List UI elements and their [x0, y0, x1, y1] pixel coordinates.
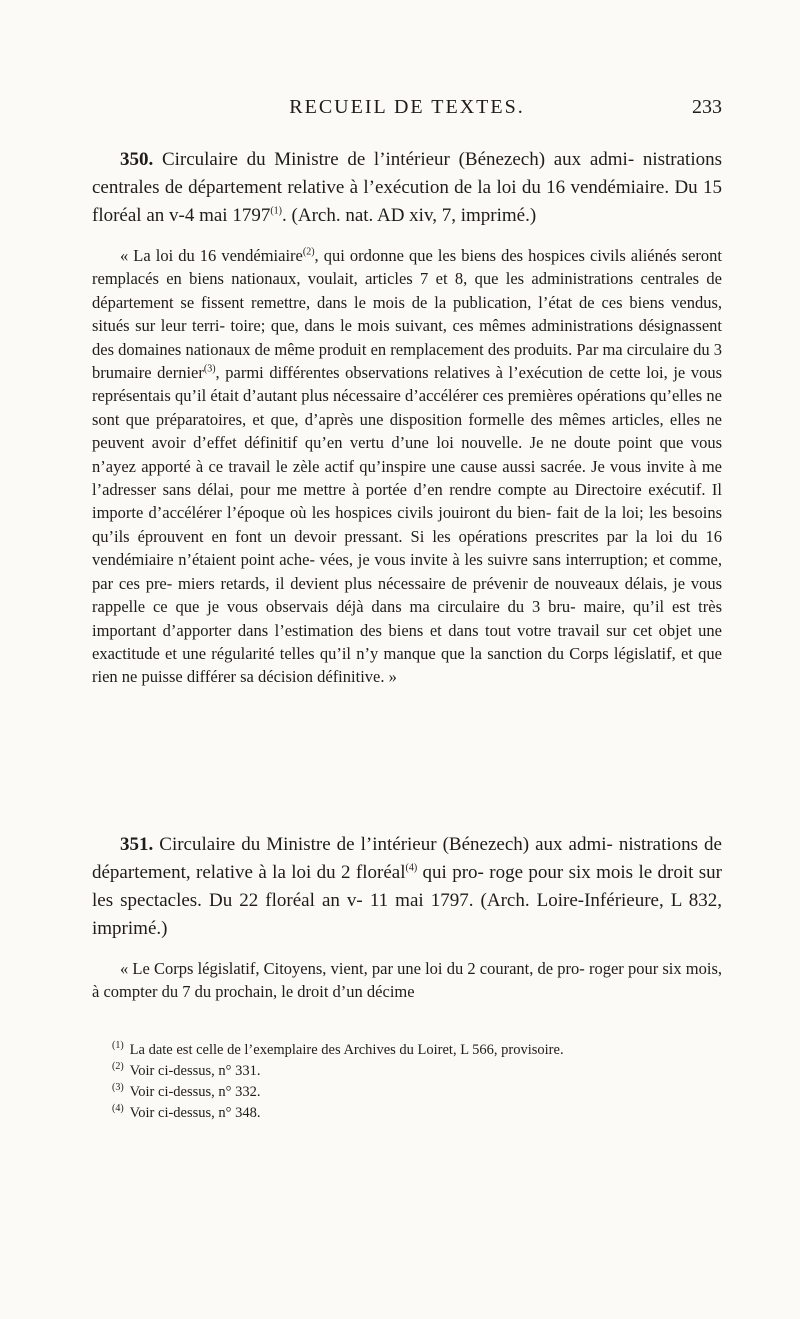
- entry-heading-text: Circulaire du Ministre de l’intérieur (Bénezech) aux admi- nistrations centrales de département relative à l’exécution de la loi du 16 vendémiaire. Du 15 floréal an v-4 mai 1797: [92, 149, 723, 226]
- footnote-mark: (4): [112, 1103, 124, 1115]
- entry-350: [92, 146, 722, 689]
- footnote-text: Voir ci-dessus, n° 348.: [129, 1105, 261, 1121]
- body-text: « La loi du 16 vendémiaire: [120, 246, 303, 265]
- entry-351: [92, 831, 722, 1004]
- footnote-text: Voir ci-dessus, n° 331.: [129, 1063, 261, 1079]
- footnote: [112, 1040, 722, 1061]
- footnote-text: Voir ci-dessus, n° 332.: [129, 1084, 261, 1100]
- footnotes: [112, 1040, 722, 1124]
- page-number: 233: [692, 96, 722, 118]
- footnote-mark: (3): [112, 1082, 124, 1094]
- footnote-ref: (1): [270, 205, 283, 217]
- entry-heading-text: Circulaire du Ministre de l’intérieur (Bénezech) aux admi- nistrations de département, relative à la loi du 2 floréal: [92, 834, 722, 883]
- entry-body: [92, 957, 722, 1004]
- footnote-mark: (2): [112, 1061, 124, 1073]
- body-text: , qui ordonne que les biens des hospices civils aliénés seront remplacés en biens nationaux, voulait, articles 7 et 8, que les administrations centrales de département se fissent remettre, dans le mois de la publication, l’état de ces biens vendus, situés sur leur terri- toire; que, dans le mois suivant, ces mêmes administrations désignassent des domaines nationaux de même produit en remplacement des produits. Par ma circulaire du 3 brumaire dernier: [92, 246, 723, 383]
- footnote-text: La date est celle de l’exemplaire des Archives du Loiret, L 566, provisoire.: [129, 1042, 564, 1058]
- body-text: « Le Corps législatif, Citoyens, vient, par une loi du 2 courant, de pro- roger pour six mois, à compter du 7 du prochain, le droit d’un décime: [92, 959, 722, 1002]
- footnote-mark: (1): [112, 1040, 124, 1052]
- footnote-ref: (3): [203, 363, 216, 375]
- entry-heading: [92, 146, 722, 230]
- running-title: RECUEIL DE TEXTES.: [289, 96, 525, 118]
- footnote: [112, 1061, 722, 1082]
- entry-number: 351.: [120, 834, 154, 855]
- page-header: [92, 96, 722, 136]
- entry-number: 350.: [120, 149, 154, 170]
- footnote: [112, 1082, 722, 1103]
- footnote: [112, 1103, 722, 1124]
- entry-body: [92, 244, 722, 689]
- footnote-ref: (4): [405, 862, 418, 874]
- entry-heading-source: qui pro- roge pour six mois le droit sur les spectacles. Du 22 floréal an v- 11 mai 1797. (Arch. Loire-Inférieure, L 832, imprimé.): [92, 862, 723, 939]
- entry-heading-source: . (Arch. nat. AD xiv, 7, imprimé.): [282, 205, 537, 226]
- footnote-ref: (2): [302, 246, 315, 258]
- body-text: , parmi différentes observations relatives à l’exécution de cette loi, je vous représentais qu’il était d’autant plus nécessaire d’accélérer ces premières opérations qu’elles ne sont que préparatoires, et que, d’après une disposition formelle des mêmes articles, elles ne peuvent avoir d’effet définitif qu’en vertu d’une loi nouvelle. Je ne doute point que vous n’ayez apporté à ce travail le zèle actif qu’inspire une cause aussi sacrée. Je vous invite à me l’adresser sans délai, pour me mettre à portée d’en rendre compte au Directoire exécutif. Il importe d’accélérer l’époque où les hospices civils jouiront du bien- fait de la loi; les besoins qu’ils éprouvent en font un devoir pressant. Si les opérations prescrites par la loi du 16 vendémiaire n’étaient point ache- vées, je vous invite à les suivre sans interruption; et comme, par ces pre- miers retards, il devient plus nécessaire de prévenir de nouveaux délais, je vous rappelle ce que je vous observais déjà dans ma circulaire du 3 bru- maire, qu’il est très important d’apporter dans l’estimation des biens et dans tout votre travail sur cet objet une exactitude et une régularité telles qu’il n’y manque que la sanction du Corps législatif, et que rien ne puisse différer sa décision définitive. »: [92, 363, 723, 687]
- entry-heading: [92, 831, 722, 943]
